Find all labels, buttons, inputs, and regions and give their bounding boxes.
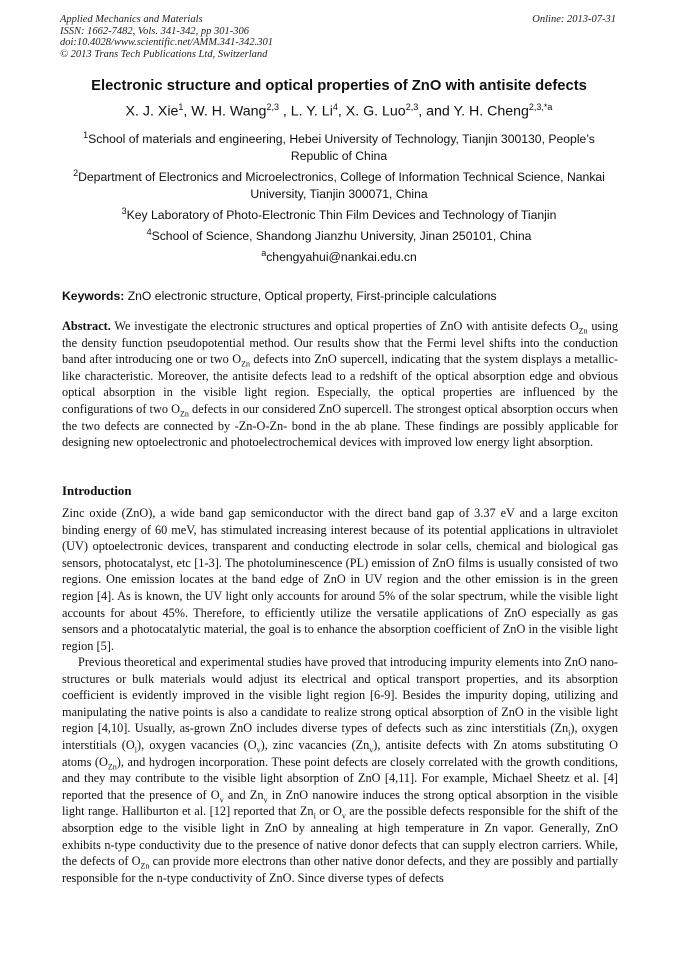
subscript: i	[134, 745, 138, 755]
subscript: i	[313, 811, 316, 821]
affiliation-mark: 2	[73, 168, 79, 178]
journal-header	[60, 14, 616, 60]
keywords-label: Keywords:	[62, 289, 125, 303]
abstract	[62, 318, 618, 451]
online-date: Online: 2013-07-31	[532, 14, 616, 25]
subscript: v	[341, 811, 346, 821]
issn-line: ISSN: 1662-7482, Vols. 341-342, pp 301-306	[60, 25, 249, 37]
affiliation-1	[60, 127, 618, 164]
paragraph-text: ), antisite defects with Zn atoms substituting O atoms (O	[62, 737, 618, 769]
abstract-text: defects into ZnO supercell, indicating that the system displays a metallic-like characteristic. Moreover, the antisite defects lead to a redshift of the optical absorption edge and obvious optical absorption in the visible light region. Especially, the optical properties are influenced by the configurations of two O	[62, 352, 618, 416]
paper-title: Electronic structure and optical properties of ZnO with antisite defects	[91, 78, 587, 94]
subscript: Zn	[578, 326, 588, 336]
author-affiliation-mark: 4	[332, 102, 338, 112]
subscript: v	[263, 795, 268, 805]
subscript: v	[219, 795, 224, 805]
affiliation-text: University, Tianjin 300071, China	[250, 186, 428, 201]
paragraph-text: in ZnO nanowire induces the strong optical absorption in the visible light range. Halliburton et al. [12] reported that Zn	[62, 787, 618, 819]
email-address: chengyahui@nankai.edu.cn	[266, 250, 417, 265]
doi-line: doi:10.4028/www.scientific.net/AMM.341-342.301	[60, 37, 273, 48]
paragraph-text: are the possible defects responsible for the shift of the absorption edge to the visible light in ZnO by annealing at high temperature in Zn vapor. Generally, ZnO exhibits n-type conductivity due to the presence of native donor defects that can supply electron carriers. While, the defects of O	[62, 804, 619, 869]
subscript: i	[568, 728, 571, 738]
affiliation-mark: 1	[83, 130, 89, 140]
affiliation-text: Key Laboratory of Photo-Electronic Thin Film Devices and Technology of Tianjin	[126, 208, 557, 223]
subscript: Zn	[180, 409, 189, 419]
affiliation-mark: 3	[121, 206, 127, 216]
journal-name: Applied Mechanics and Materials	[60, 14, 203, 25]
affiliation-text: School of Science, Shandong Jianzhu University, Jinan 250101, China	[151, 229, 532, 244]
author-affiliation-mark: 2,3	[405, 102, 419, 112]
copyright-line: © 2013 Trans Tech Publications Ltd, Switzerland	[60, 48, 268, 60]
abstract-text: using the density function pseudopotential method. Our results show that the Fermi level shifts into the conduction band after introducing one or two O	[62, 319, 618, 367]
abstract-text: defects in our considered ZnO supercell. The strongest optical absorption occurs when the two defects are connected by -Zn-O-Zn- bond in the ab plane. These findings are possibly applicable for designing new optoelectronic and photoelectrochemical devices with improved low energy light absorption.	[62, 401, 618, 450]
author-affiliation-mark: 2,3	[266, 102, 279, 112]
paragraph-text: and Zn	[223, 787, 264, 802]
affiliation-2	[60, 165, 618, 202]
corresponding-email	[60, 245, 618, 266]
section-heading-introduction: Introduction	[62, 484, 132, 498]
introduction-paragraph-1: Zinc oxide (ZnO), a wide band gap semiconductor with the direct band gap of 3.37 eV and a large exciton binding energy of 60 meV, has stimulated increasing interest because of its potential applications in ultraviolet (UV) optoelectronic devices, transparent and conducting electrode in solar cells, chemical and biological gas sensors, photocatalyst, etc [1-3]. The photoluminescence (PL) emission of ZnO films is usually consisted of two regions. One emission locates at the band edge of ZnO in UV region and the other emission is in the green region [4]. As is known, the UV light only accounts for around 5% of the solar spectrum, while the visible light accounts for about 45%. Therefore, to efficiently utilize the versatile applications of ZnO especially as gas sensors and a photocatalytic material, the goal is to enhance the absorption coefficient of ZnO in the visible light region [5].	[62, 506, 618, 653]
subscript: v	[256, 745, 261, 755]
affiliation-text: Department of Electronics and Microelectronics, College of Information Technical Science, Nankai	[78, 170, 605, 185]
paragraph-text: ), zinc vacancies (Zn	[260, 737, 370, 752]
subscript: Zn	[140, 861, 150, 871]
author-name: X. J. Xie	[125, 103, 179, 120]
subscript: Zn	[241, 359, 250, 369]
author-list	[40, 102, 638, 120]
introduction-paragraph-2	[62, 654, 618, 886]
paragraph-text: ), and hydrogen incorporation. These point defects are closely correlated with the growth conditions, and they may contribute to the visible light absorption of ZnO [4,11]. For example, Michael Sheetz et al. [4] reported that the presence of O	[62, 754, 618, 802]
author-name: , W. H. Wang	[183, 103, 267, 120]
affiliation-text: Republic of China	[290, 148, 388, 163]
paragraph-text: can provide more electrons than other native donor defects, and they are possibly and partially responsible for the n-type conductivity of ZnO. Since diverse types of defects	[62, 854, 618, 885]
affiliation-mark: 4	[146, 227, 152, 237]
paragraph-text: ), oxygen vacancies (O	[137, 737, 257, 752]
paragraph-text: ), oxygen interstitials (O	[62, 721, 618, 752]
abstract-text: We investigate the electronic structures and optical properties of ZnO with antisite defects O	[110, 319, 579, 333]
author-name: , and Y. H. Cheng	[418, 103, 529, 120]
keywords	[62, 289, 618, 303]
author-affiliation-mark: 1	[178, 102, 184, 112]
keywords-text: ZnO electronic structure, Optical property, First-principle calculations	[124, 289, 497, 303]
affiliation-mark: a	[261, 248, 267, 258]
author-affiliation-mark: 2,3,*a	[528, 102, 553, 112]
affiliation-4	[60, 224, 618, 245]
affiliation-text: School of materials and engineering, Hebei University of Technology, Tianjin 300130, People’s	[88, 132, 595, 147]
subscript: Zn	[107, 762, 117, 772]
paragraph-text: or O	[315, 804, 342, 819]
paragraph-text: Previous theoretical and experimental studies have proved that introducing impurity elements into ZnO nano-structures or bulk materials would adjust its electrical and optical transport properties, and its absorption coefficient is evidently improved in the visible light region [6-9]. Besides the impurity doping, utilizing and manipulating the native points is also a candidate to realize strong optical absorption of ZnO in the visible light region [4,10]. Usually, as-grown ZnO includes diverse types of defects such as zinc interstitials (Zn	[62, 655, 618, 736]
abstract-label: Abstract.	[62, 319, 111, 333]
subscript: v	[369, 745, 374, 755]
affiliation-3	[60, 203, 618, 224]
author-name: , L. Y. Li	[278, 103, 333, 120]
author-name: , X. G. Luo	[337, 103, 406, 120]
